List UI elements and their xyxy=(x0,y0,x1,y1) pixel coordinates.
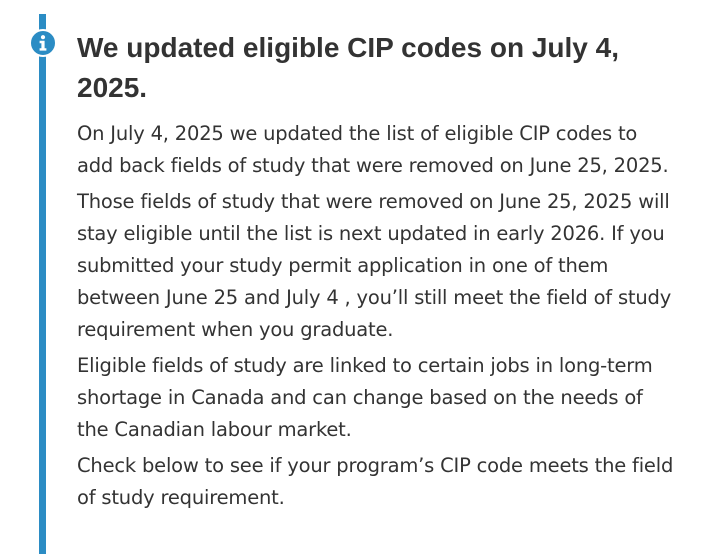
alert-body xyxy=(77,28,677,518)
info-icon xyxy=(29,29,57,57)
alert-title: We updated eligible CIP codes on July 4, 2025. xyxy=(77,32,619,103)
alert-paragraph-3: Eligible fields of study are linked to certain jobs in long-term shortage in Canada and can change based on the needs of the Canadian labour market. xyxy=(77,354,653,441)
alert-paragraph-2: Those fields of study that were removed on June 25, 2025 will stay eligible until the list is next updated in early 2026. If you submitted your study permit application in one of them between June 25 and July 4 , you’ll still meet the field of study requirement when you graduate. xyxy=(77,190,672,341)
alert-paragraph-1: On July 4, 2025 we updated the list of eligible CIP codes to add back fields of study that were removed on June 25, 2025. xyxy=(77,122,669,177)
alert-paragraph-4: Check below to see if your program’s CIP code meets the field of study requirement. xyxy=(77,454,674,509)
alert-accent-bar xyxy=(39,14,46,554)
